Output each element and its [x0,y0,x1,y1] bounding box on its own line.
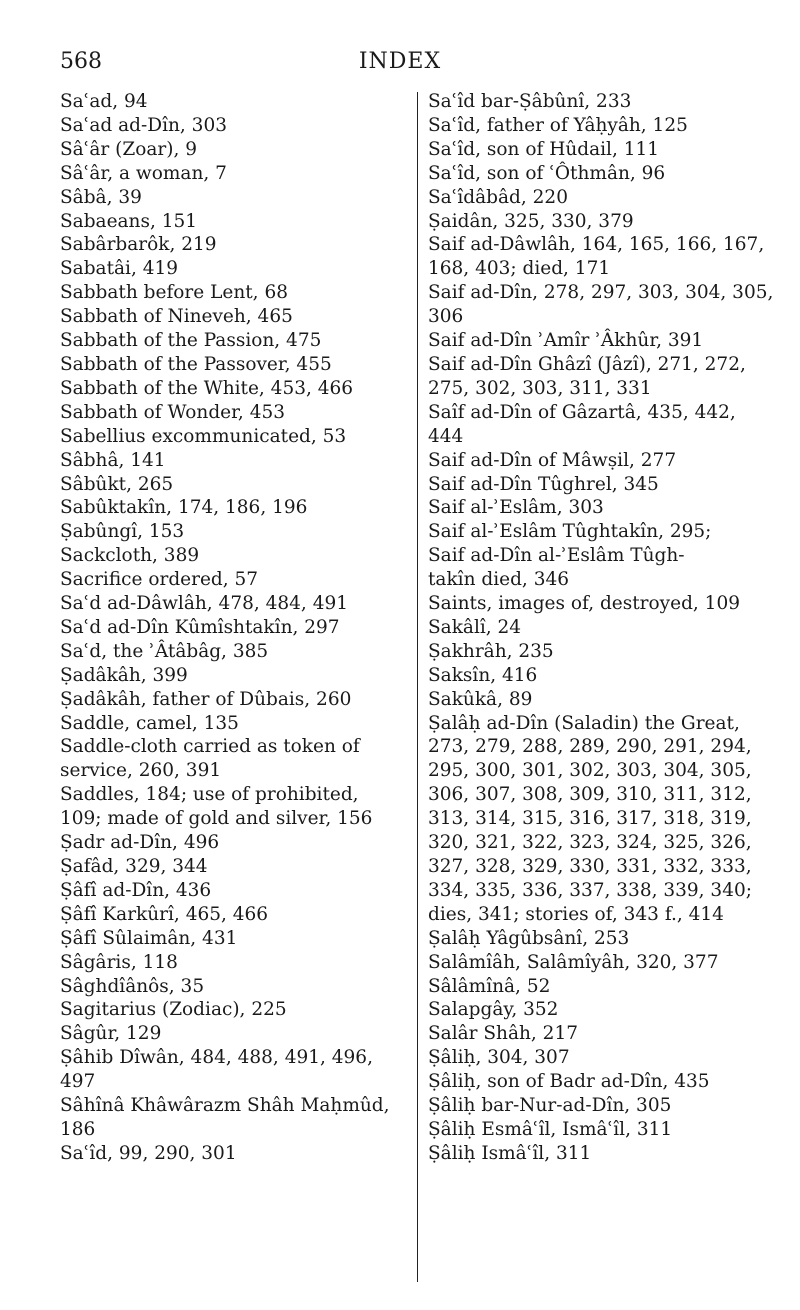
index-entry [428,998,778,1022]
index-entry [428,353,778,401]
index-entry-continuation: 327, 328, 329, 330, 331, 332, 333, [428,856,752,877]
index-entry-text: Saʿîdâbâd, 220 [428,186,568,208]
index-entry-text: Sâbâ, 39 [60,186,142,208]
index-entry-text: Ṣadâkâh, 399 [60,664,188,686]
index-entry [60,114,410,138]
index-entry [60,90,410,114]
index-entry [428,90,778,114]
index-entry [428,688,778,712]
index-entry-text: Ṣafâd, 329, 344 [60,856,208,877]
index-entry [60,281,410,305]
index-entry [428,520,778,592]
index-entry [60,664,410,688]
index-entry [428,1142,778,1166]
index-entry [60,329,410,353]
index-entry-text: Saif ad-Dîn Ghâzî (Jâzî), 271, 272, [428,353,746,375]
index-entry [60,496,410,520]
index-entry [60,688,410,712]
index-entry [60,233,410,257]
index-entry [428,951,778,975]
index-entry-continuation: Saif ad-Dîn al-ʾEslâm Tûgh- [428,545,685,567]
index-entry [428,162,778,186]
index-entry [60,449,410,473]
index-entry [428,1094,778,1118]
index-entry [60,425,410,449]
index-entry-text: Ṣâliḥ Ismâʿîl, 311 [428,1142,592,1164]
index-entry-text: Sackcloth, 389 [60,545,200,567]
index-entry [428,640,778,664]
page-header [0,44,800,80]
index-entry-continuation: 273, 279, 288, 289, 290, 291, 294, [428,736,752,758]
index-column-left [60,90,410,1166]
index-entry-continuation: 313, 314, 315, 316, 317, 318, 319, [428,808,752,830]
index-entry-text: Sâgûr, 129 [60,1023,162,1045]
index-entry-text: Saddle-cloth carried as token of [60,736,360,758]
index-entry-text: Ṣâfî ad-Dîn, 436 [60,879,212,901]
index-entry [428,592,778,616]
index-entry [428,449,778,473]
index-entry [60,975,410,999]
index-entry-text: Sagitarius (Zodiac), 225 [60,999,287,1021]
index-entry [428,712,778,927]
index-entry-text: Ṣâfî Sûlaimân, 431 [60,927,238,949]
index-entry-text: Saʿad, 94 [60,91,148,112]
index-entry-text: Sabûktakîn, 174, 186, 196 [60,497,308,519]
index-entry-text: Ṣadr ad-Dîn, 496 [60,832,220,854]
index-entry-text: Saddle, camel, 135 [60,712,239,734]
index-entry-text: Sakûkâ, 89 [428,688,533,710]
index-entry-text: Ṣadâkâh, father of Dûbais, 260 [60,688,352,710]
index-entry [60,640,410,664]
index-entry [60,401,410,425]
index-entry [60,735,410,783]
index-entry-text: Ṣâliḥ bar-Nur-ad-Dîn, 305 [428,1095,672,1117]
index-entry-text: Saʿîd, 99, 290, 301 [60,1142,237,1164]
index-entry [428,401,778,449]
index-entry-text: Saʿad ad-Dîn, 303 [60,114,227,136]
index-entry [428,1022,778,1046]
index-entry [60,305,410,329]
index-entry-continuation: 295, 300, 301, 302, 303, 304, 305, [428,760,752,782]
index-entry-continuation: 168, 403; died, 171 [428,258,611,280]
index-entry-text: Sabatâi, 419 [60,258,179,280]
index-entry-text: Saîf ad-Dîn of Gâzartâ, 435, 442, [428,401,736,423]
page-number: 568 [60,49,102,74]
index-entry-text: Saif ad-Dîn ʾAmîr ʾÂkhûr, 391 [428,330,704,352]
index-entry-continuation: 497 [60,1071,96,1093]
index-entry [60,1094,410,1142]
index-entry-text: Sakâlî, 24 [428,616,522,638]
index-entry [60,831,410,855]
index-entry [60,520,410,544]
index-entry-text: Ṣalâḥ Yâgûbsânî, 253 [428,927,630,949]
index-entry-text: Salâmîâh, Salâmîyâh, 320, 377 [428,951,719,973]
index-entry [428,473,778,497]
index-entry-text: Saif ad-Dîn, 278, 297, 303, 304, 305, [428,282,774,304]
index-entry [60,783,410,831]
index-entry-text: Sabbath of the White, 453, 466 [60,377,354,399]
index-entry [60,544,410,568]
index-entry [60,927,410,951]
index-entry-continuation: 444 [428,425,464,447]
index-entry-text: Sâʿâr (Zoar), 9 [60,138,197,160]
index-entry-text: Saʿîd, son of Hûdail, 111 [428,138,660,160]
index-entry-text: Saif al-ʾEslâm, 303 [428,497,604,519]
index-entry [428,616,778,640]
index-entry-text: Ṣâliḥ, son of Badr ad-Dîn, 435 [428,1071,710,1093]
index-entry [60,592,410,616]
index-entry [60,855,410,879]
index-entry [60,257,410,281]
index-entry-text: Saif ad-Dâwlâh, 164, 165, 166, 167, [428,234,765,256]
index-entry [60,879,410,903]
index-entry [60,998,410,1022]
index-entry [60,1022,410,1046]
index-entry [428,114,778,138]
index-entry-text: Sâghdîânôs, 35 [60,975,205,997]
index-entry-text: Ṣâliḥ Esmâʿîl, Ismâʿîl, 311 [428,1118,673,1140]
index-entry [60,712,410,736]
index-entry [60,951,410,975]
index-entry [60,616,410,640]
index-entry [428,1046,778,1070]
index-entry-text: Saʿd ad-Dîn Kûmîshtakîn, 297 [60,616,340,638]
index-entry [60,353,410,377]
index-entry [428,329,778,353]
index-entry [60,210,410,234]
index-entry [428,210,778,234]
index-entry [428,664,778,688]
index-entry [60,568,410,592]
index-entry [428,1118,778,1142]
index-entry [60,186,410,210]
index-entry-text: Saʿîd, son of ʿÔthmân, 96 [428,162,666,184]
index-entry-text: Sâbûkt, 265 [60,473,174,495]
index-entry [428,281,778,329]
index-entry-continuation: takîn died, 346 [428,569,570,591]
index-entry-continuation: service, 260, 391 [60,760,222,782]
index-entry-text: Sabaeans, 151 [60,210,198,232]
index-entry-text: Saʿîd bar-Ṣâbûnî, 233 [428,91,632,112]
index-entry-continuation: 306 [428,306,464,328]
index-entry-text: Saif al-ʾEslâm Tûghtakîn, 295; [428,521,712,543]
index-entry [428,138,778,162]
index-entry-continuation: 109; made of gold and silver, 156 [60,808,373,830]
index-entry-text: Sâʿâr, a woman, 7 [60,162,227,184]
index-entry [428,927,778,951]
index-entry [428,975,778,999]
index-entry-text: Sabbath before Lent, 68 [60,282,288,304]
index-entry-text: Saksîn, 416 [428,664,538,686]
index-entry-text: Ṣâliḥ, 304, 307 [428,1047,570,1069]
index-entry-text: Sâbhâ, 141 [60,449,166,471]
index-entry-text: Saints, images of, destroyed, 109 [428,593,740,615]
index-entry [60,903,410,927]
index-entry-continuation: dies, 341; stories of, 343 f., 414 [428,903,724,925]
index-entry-text: Salapgây, 352 [428,999,559,1021]
index-entry-text: Sabbath of Nineveh, 465 [60,306,293,328]
index-entry-text: Sâgâris, 118 [60,951,178,973]
column-divider [417,92,418,1282]
index-entry [60,377,410,401]
index-entry-continuation: 334, 335, 336, 337, 338, 339, 340; [428,879,752,901]
index-entry-text: Salâr Shâh, 217 [428,1023,578,1045]
index-entry [60,1142,410,1166]
index-column-right [428,90,778,1166]
index-entry-text: Saddles, 184; use of prohibited, [60,784,359,806]
index-entry-text: Ṣalâḥ ad-Dîn (Saladin) the Great, [428,712,740,734]
index-entry-text: Sâlâmînâ, 52 [428,975,551,997]
running-head: INDEX [358,49,442,74]
index-entry [428,496,778,520]
index-entry-text: Ṣâhib Dîwân, 484, 488, 491, 496, [60,1047,373,1069]
index-entry-text: Saʿd, the ʾÂtâbâg, 385 [60,640,269,662]
index-entry-continuation: 186 [60,1118,96,1140]
index-entry-text: Sabbath of the Passover, 455 [60,353,332,375]
index-entry-text: Saʿîd, father of Yâḥyâh, 125 [428,114,688,136]
index-entry [60,473,410,497]
index-entry-text: Ṣâfî Karkûrî, 465, 466 [60,903,269,925]
index-entry-text: Sabbath of Wonder, 453 [60,401,285,423]
index-entry [60,162,410,186]
index-entry-continuation: 275, 302, 303, 311, 331 [428,377,652,399]
index-entry-text: Ṣaidân, 325, 330, 379 [428,210,634,232]
index-entry-text: Sacrifice ordered, 57 [60,569,259,591]
index-entry [60,138,410,162]
index-entry-text: Ṣakhrâh, 235 [428,640,554,662]
index-entry [428,233,778,281]
index-entry-continuation: 320, 321, 322, 323, 324, 325, 326, [428,832,752,854]
index-entry-text: Ṣabûngî, 153 [60,521,185,543]
index-entry-text: Sabbath of the Passion, 475 [60,330,322,352]
index-entry [428,186,778,210]
index-entry-text: Saif ad-Dîn of Mâwṣil, 277 [428,449,677,471]
index-entry-text: Sâhînâ Khâwârazm Shâh Maḥmûd, [60,1095,390,1117]
index-entry-text: Sabellius excommunicated, 53 [60,425,347,447]
index-entry-continuation: 306, 307, 308, 309, 310, 311, 312, [428,784,752,806]
index-entry [428,1070,778,1094]
index-entry-text: Saʿd ad-Dâwlâh, 478, 484, 491 [60,593,349,615]
index-entry [60,1046,410,1094]
index-entry-text: Saif ad-Dîn Tûghrel, 345 [428,473,659,495]
index-entry-text: Sabârbarôk, 219 [60,234,217,256]
